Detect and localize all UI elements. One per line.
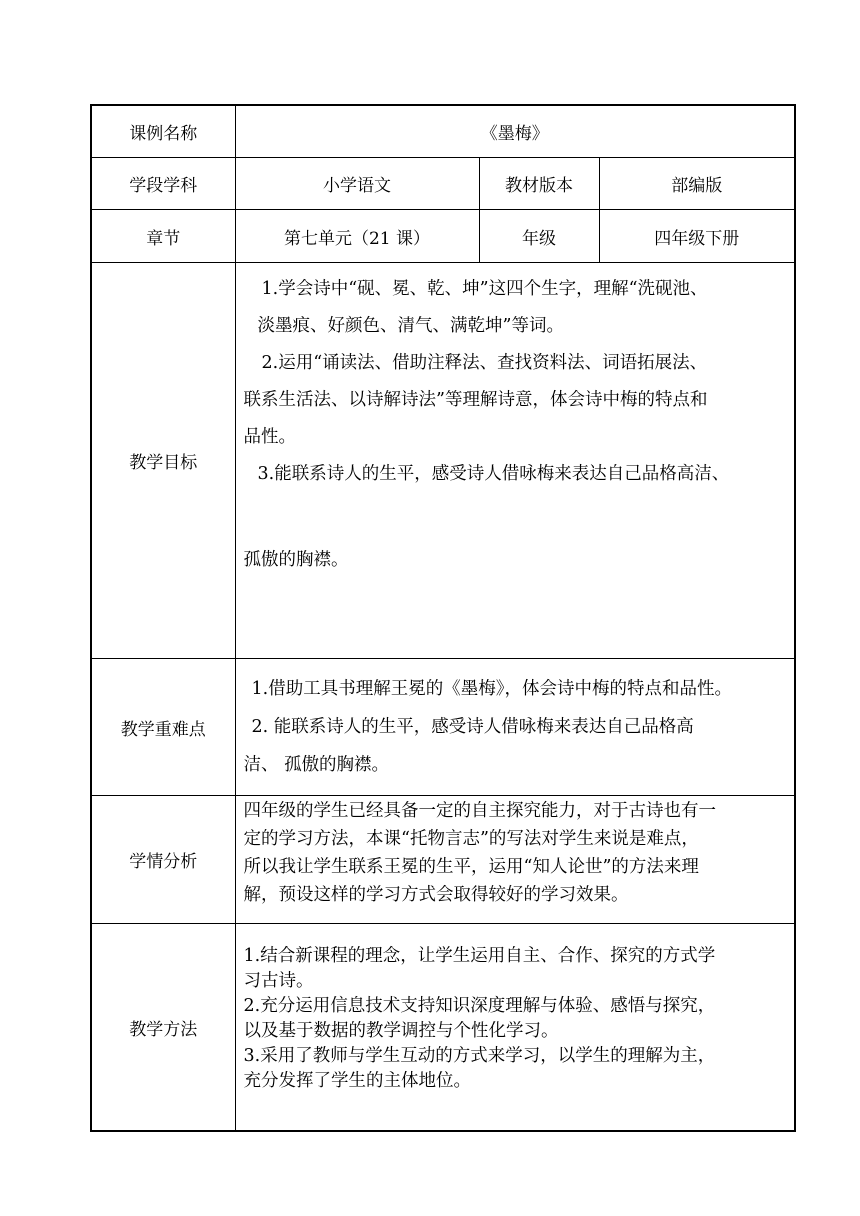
textbook-version-label: 教材版本 <box>479 158 599 210</box>
key-points-content <box>235 659 795 796</box>
method-line: 1.结合新课程的理念，让学生运用自主、合作、探究的方式学 <box>243 946 716 966</box>
row-teaching-methods <box>91 924 795 1132</box>
lesson-plan-table <box>90 104 796 1132</box>
key-points-label: 教学重难点 <box>91 659 235 796</box>
method-line: 习古诗。 <box>243 971 314 991</box>
teaching-methods-content <box>235 924 795 1132</box>
method-line: 2.充分运用信息技术支持知识深度理解与体验、感悟与探究， <box>243 996 716 1016</box>
goal-line: 联系生活法、以诗解诗法”等理解诗意，体会诗中梅的特点和 <box>243 390 708 410</box>
goal-line: 品性。 <box>243 427 296 447</box>
key-point-line: 2. 能联系诗人的生平，感受诗人借咏梅来表达自己品格高 <box>251 717 694 737</box>
goal-line: 1.学会诗中“砚、冕、乾、坤”这四个生字，理解“洗砚池、 <box>261 279 708 299</box>
course-name-label: 课例名称 <box>91 105 235 158</box>
course-name-value: 《墨梅》 <box>235 105 795 158</box>
grade-value: 四年级下册 <box>599 210 795 263</box>
subject-label: 学段学科 <box>91 158 235 210</box>
chapter-label: 章节 <box>91 210 235 263</box>
subject-value: 小学语文 <box>235 158 479 210</box>
analysis-line: 四年级的学生已经具备一定的自主探究能力，对于古诗也有一 <box>243 801 716 821</box>
learner-analysis-label: 学情分析 <box>91 796 235 924</box>
goal-line: 3.能联系诗人的生平，感受诗人借咏梅来表达自己品格高洁、 <box>257 464 730 484</box>
row-subject <box>91 158 795 210</box>
method-line: 以及基于数据的教学调控与个性化学习。 <box>243 1021 559 1041</box>
textbook-version-value: 部编版 <box>599 158 795 210</box>
row-teaching-goals <box>91 263 795 659</box>
key-point-line: 洁、 孤傲的胸襟。 <box>243 755 390 775</box>
goal-line: 淡墨痕、好颜色、清气、满乾坤”等词。 <box>257 316 564 336</box>
blank-space <box>244 493 789 542</box>
grade-label: 年级 <box>479 210 599 263</box>
learner-analysis-content <box>235 796 795 924</box>
method-line: 充分发挥了学生的主体地位。 <box>243 1071 471 1091</box>
chapter-value: 第七单元（21 课） <box>235 210 479 263</box>
method-line: 3.采用了教师与学生互动的方式来学习，以学生的理解为主， <box>243 1046 716 1066</box>
goal-line: 孤傲的胸襟。 <box>243 550 349 570</box>
analysis-line: 所以我让学生联系王冕的生平，运用“知人论世”的方法来理 <box>243 857 699 877</box>
row-learner-analysis <box>91 796 795 924</box>
key-point-line: 1.借助工具书理解王冕的《墨梅》，体会诗中梅的特点和品性。 <box>251 679 732 699</box>
row-key-points <box>91 659 795 796</box>
teaching-methods-label: 教学方法 <box>91 924 235 1132</box>
teaching-goals-label: 教学目标 <box>91 263 235 659</box>
teaching-goals-content <box>235 263 795 659</box>
row-chapter <box>91 210 795 263</box>
analysis-line: 解，预设这样的学习方式会取得较好的学习效果。 <box>243 885 629 905</box>
goal-line: 2.运用“诵读法、借助注释法、查找资料法、词语拓展法、 <box>261 353 708 373</box>
analysis-line: 定的学习方法，本课“托物言志”的写法对学生来说是难点， <box>243 829 699 849</box>
row-course-name <box>91 105 795 158</box>
